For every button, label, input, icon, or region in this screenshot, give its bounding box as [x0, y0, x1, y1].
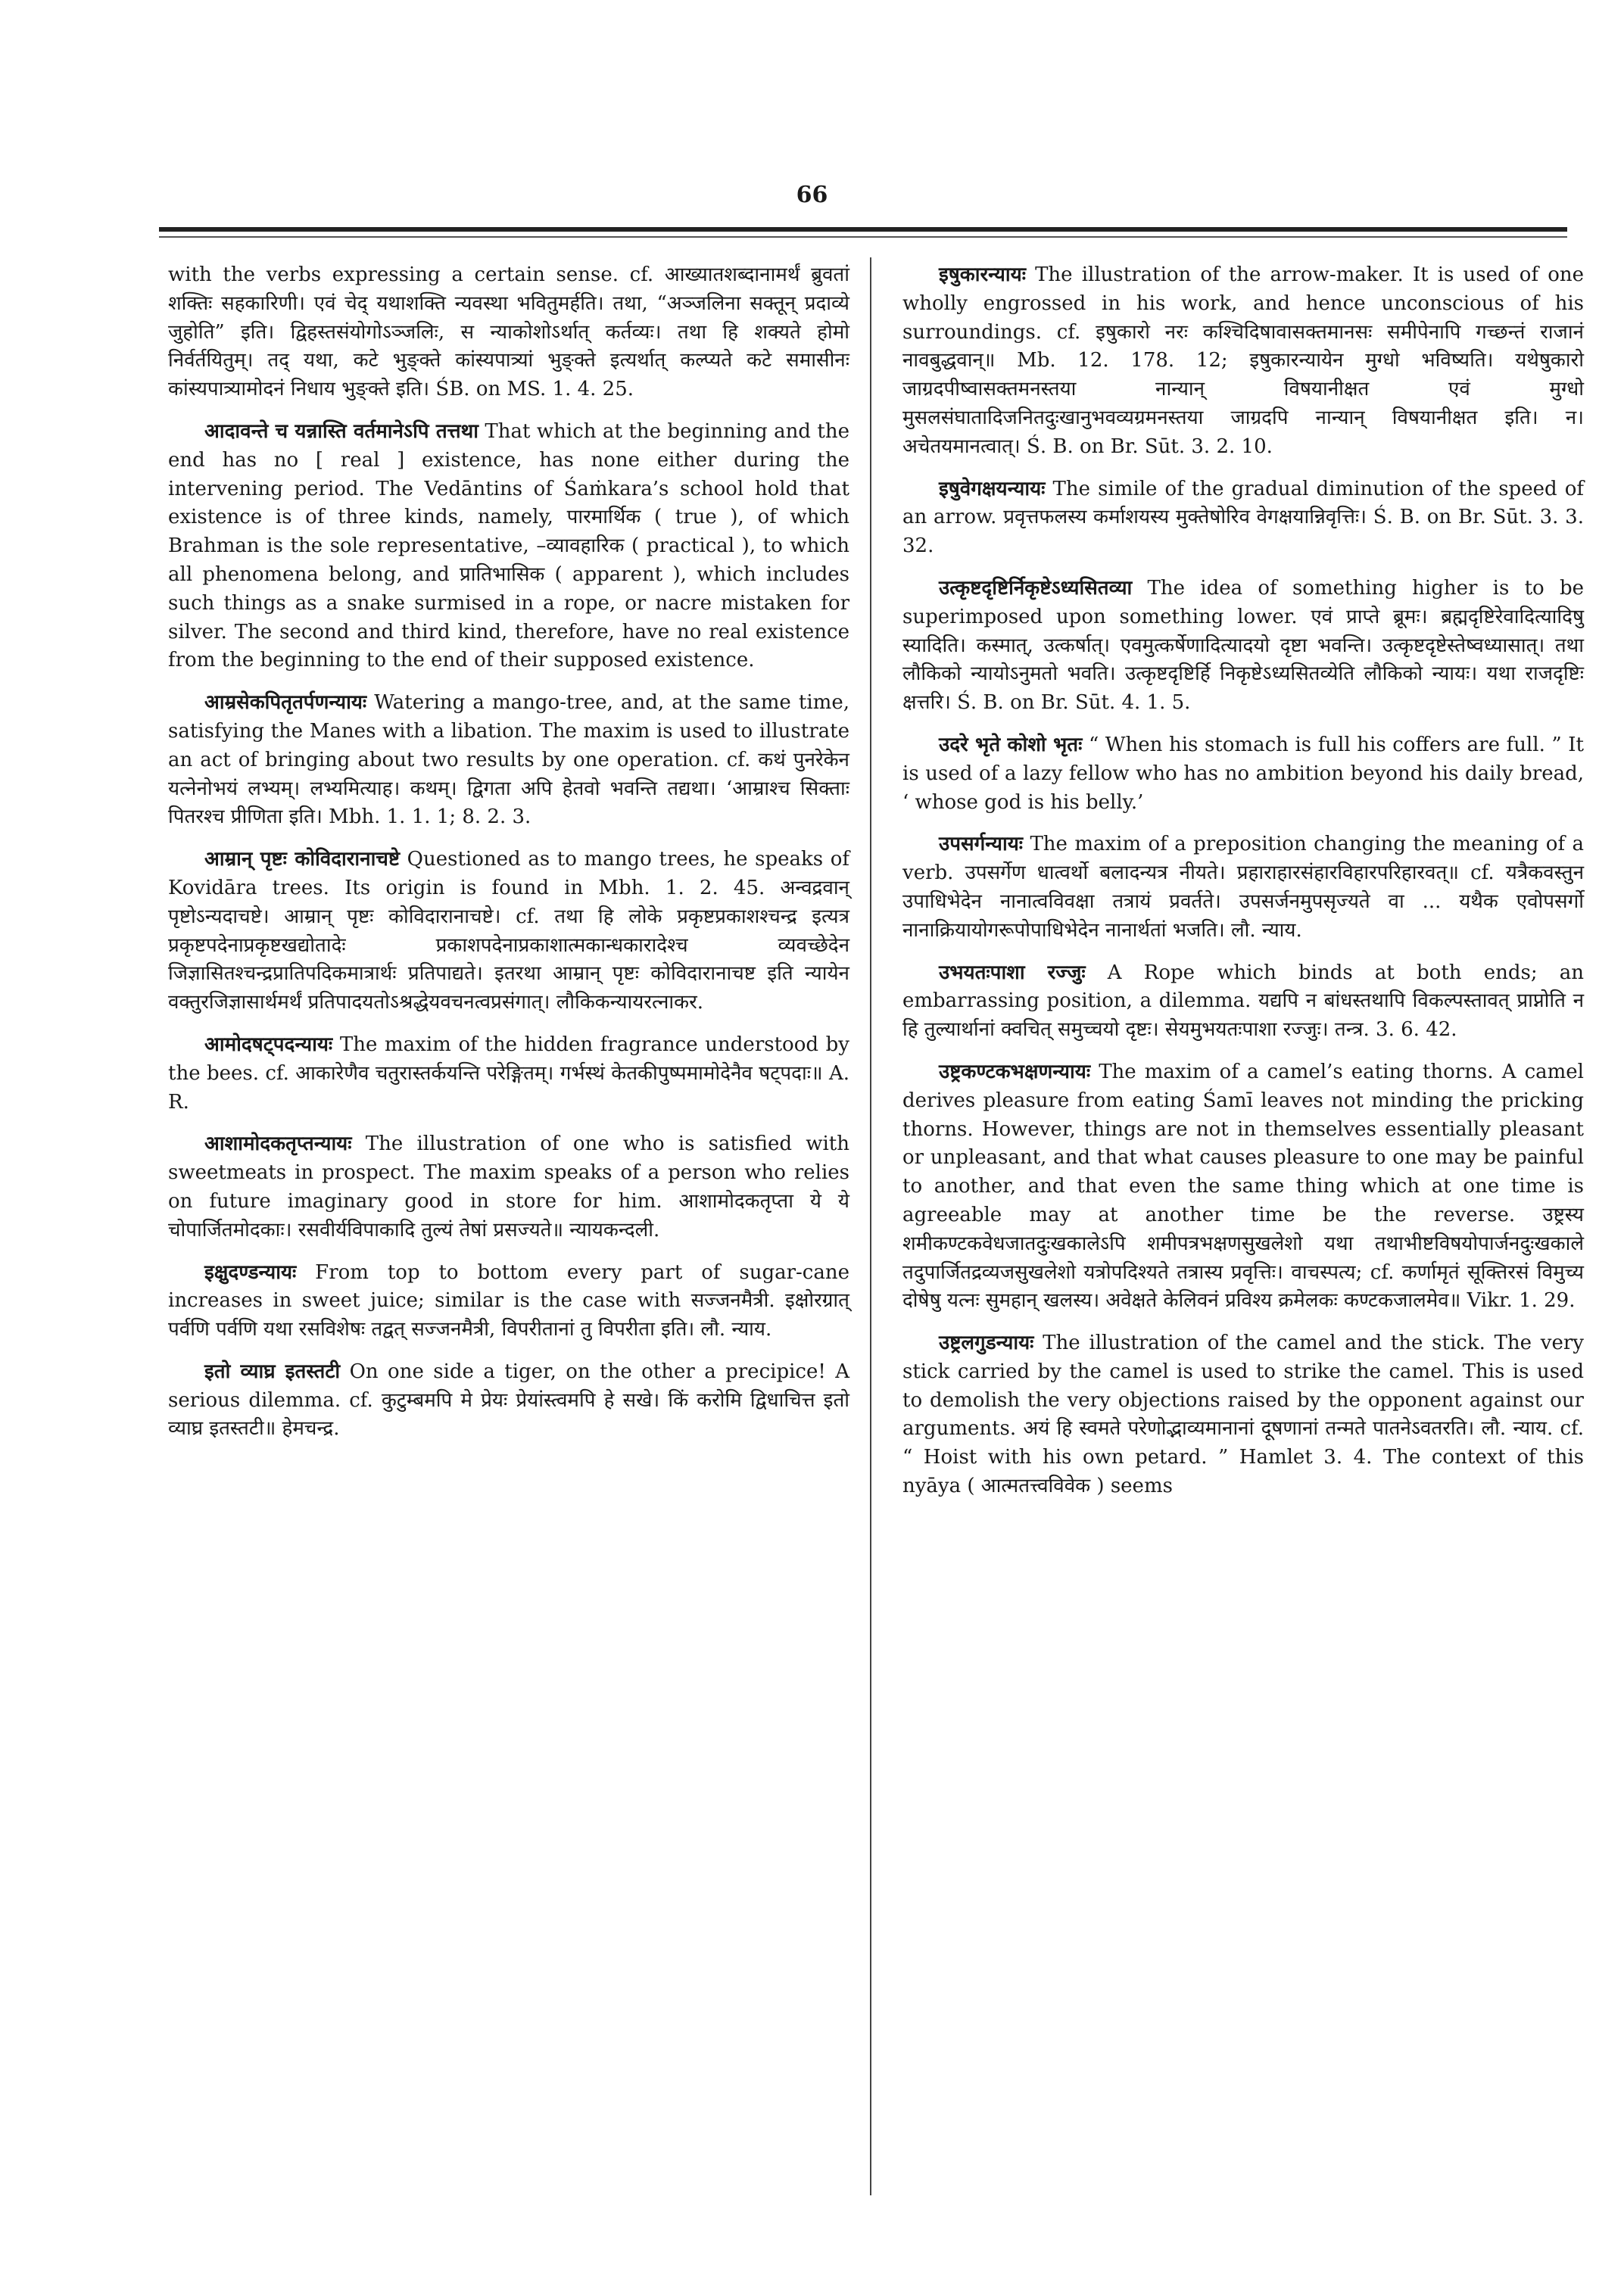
entry-headword: इक्षुदण्डन्यायः	[204, 1260, 297, 1284]
entry-ubhayatahpasha	[902, 959, 1584, 1045]
entry-headword: उपसर्गन्यायः	[939, 833, 1024, 856]
header-rule-thick	[159, 227, 1567, 232]
entry-ushtra-kantaka	[902, 1058, 1584, 1316]
entry-text: Watering a mango-tree, and, at the same time, satisfying the Manes with a libation. The maxim is used to illustrate an act of bringing about two results by one operation. cf. कथं पुनरेकेन यत्नेनोभयं लभ्यम्। लभ्यमित्याह। कथम्। द्विगता अपि हेतवो भवन्ति तद्यथा। ‘आम्राश्च सिक्ताः पितरश्च प्रीणिता इति। Mbh. 1. 1. 1; 8. 2. 3.	[168, 691, 849, 829]
entry-text: The idea of something higher is to be superimposed upon something lower. एवं प्राप्ते ब्रूमः। ब्रह्मदृष्टिरेवादित्यादिषु स्यादिति। कस्मात्, उत्कर्षात्। एवमुत्कर्षेणादित्यादयो दृष्टा भवन्ति। उत्कृष्टदृष्टेस्तेष्वध्यासात्। तथा लौकिको न्यायोऽनुमतो भवति। उत्कृष्टदृष्टिर्हि निकृष्टेऽध्यसितव्येति लौकिको न्यायः। यथा राजदृष्टिः क्षत्तरि। Ś. B. on Br. Sūt. 4. 1. 5.	[902, 576, 1584, 715]
entry-headword: इतो व्याघ्र इतस्तटी	[204, 1360, 341, 1383]
entry-ishukara	[902, 261, 1584, 462]
entry-text: The maxim of a preposition changing the meaning of a verb. उपसर्गेण धात्वर्थो बलादन्यत्र नीयते। प्रहाराहारसंहारविहारपरिहारवत्॥ cf. यत्रैकवस्तुन उपाधिभेदेन नानात्वविवक्षा तत्रायं प्रवर्तते। उपसर्जनमुपसृज्यते वा ... यथैक एवोपसर्गो नानाक्रियायोगरूपोपाधिभेदेन नानार्थतां भजति। लौ. न्याय.	[902, 833, 1584, 942]
entry-headword: आम्रान् पृष्टः कोविदारानाचष्टे	[204, 848, 401, 871]
entry-text: The illustration of one who is satisfied with sweetmeats in prospect. The maxim speaks of a person who relies on future imaginary good in store for him. आशामोदकतृप्ता ये ये चोपार्जितमोदकाः। रसवीर्यविपाकादि तुल्यं तेषां प्रसज्यते॥ न्यायकन्दली.	[168, 1132, 849, 1242]
entry-ikshudanda	[168, 1259, 849, 1344]
entry-ito-vyaghra	[168, 1358, 849, 1444]
left-column	[168, 261, 849, 1457]
entry-headword: इषुवेगक्षयन्यायः	[939, 477, 1046, 500]
entry-text: That which at the beginning and the end has no [ real ] existence, has none either during the intervening period. The Vedāntins of Śaṁkara’s school hold that existence is of three kinds, namely, पारमार्थिक ( true ), of which Brahman is the sole representative, –व्यावहारिक ( practical ), to which all phenomena belong, and प्रातिभासिक ( apparent ), which includes such things as a snake surmised in a rope, or nacre mistaken for silver. The second and third kind, therefore, have no real existence from the beginning to the end of their supposed existence.	[168, 419, 849, 672]
entry-headword: उदरे भृते कोशो भृतः	[939, 733, 1083, 756]
entry-text: The maxim of the hidden fragrance understood by the bees. cf. आकारेणैव चतुरास्तर्कयन्ति परेङ्गितम्। गर्भस्थं केतकीपुष्पमामोदेनैव षट्पदाः॥ A. R.	[168, 1033, 849, 1114]
entry-headword: आमोदषट्पदन्यायः	[204, 1033, 333, 1056]
entry-headword: उष्ट्रकण्टकभक्षणन्यायः	[939, 1060, 1091, 1083]
entry-ishuvega	[902, 475, 1584, 561]
entry-headword: आशामोदकतृप्तन्यायः	[204, 1132, 352, 1156]
entry-headword: उत्कृष्टदृष्टिर्निकृष्टेऽध्यसितव्या	[939, 576, 1133, 600]
entry-text: “ When his stomach is full his coffers are full. ” It is used of a lazy fellow who has no ambition beyond his daily bread, ‘ whose god is his belly.’	[902, 733, 1584, 814]
entry-text: The illustration of the arrow-maker. It is used of one wholly engrossed in his work, and hence unconscious of his surroundings. cf. इषुकारो नरः कश्चिदिषावासक्तमानसः समीपेनापि गच्छन्तं राजानं नावबुद्धवान्॥ Mb. 12. 178. 12; इषुकारन्यायेन मुग्धो भविष्यति। यथेषुकारो जाग्रदपीष्वासक्तमनस्तया नान्यान् विषयानीक्षत एवं मुग्धो मुसलसंघातादिजनितदुःखानुभवव्यग्रमनस्तया जाग्रदपि नान्यान् विषयानीक्षत इति। न। अचेतयमानत्वात्। Ś. B. on Br. Sūt. 3. 2. 10.	[902, 263, 1584, 458]
entry-utkrishta-drishti	[902, 575, 1584, 718]
entry-udare-bhrite	[902, 731, 1584, 817]
entry-text: The simile of the gradual diminution of the speed of an arrow. प्रवृत्तफलस्य कर्माशयस्य मुक्तेषोरिव वेगक्षयान्निवृत्तिः। Ś. B. on Br. Sūt. 3. 3. 32.	[902, 477, 1584, 558]
entry-headword: उष्ट्रलगुडन्यायः	[939, 1332, 1034, 1355]
entry-ushtra-laguda	[902, 1329, 1584, 1501]
entry-ashamodaka	[168, 1130, 849, 1245]
entry-adavante	[168, 418, 849, 675]
right-column	[902, 261, 1584, 1515]
entry-headword: आम्रसेकपितृतर्पणन्यायः	[204, 691, 367, 715]
entry-continuation	[168, 261, 849, 404]
entry-headword: आदावन्ते च यन्नास्ति वर्तमानेऽपि तत्तथा	[204, 419, 478, 443]
column-divider	[870, 257, 871, 2195]
entry-text: The maxim of a camel’s eating thorns. A camel derives pleasure from eating Śamī leaves not minding the pricking thorns. However, things are not in themselves essentially pleasant or unpleasant, and that what causes pleasure to one may be painful to another, and that even the same thing which at one time is agreeable may at another time be the reverse. उष्ट्रस्य शमीकण्टकवेधजातदुःखकालेऽपि शमीपत्रभक्षणसुखलेशो यथा तथाभीष्टविषयोपार्जनदुःखकाले तदुपार्जितद्रव्यजसुखलेशो यत्रोपदिश्यते तत्रास्य प्रवृत्तिः। वाचस्पत्य; cf. कर्णामृतं सूक्तिरसं विमुच्य दोषेषु यत्नः सुमहान् खलस्य। अवेक्षते केलिवनं प्रविश्य क्रमेलकः कण्टकजालमेव॥ Vikr. 1. 29.	[902, 1060, 1584, 1313]
entry-headword: उभयतःपाशा रज्जुः	[939, 961, 1086, 984]
entry-amran-prishtah	[168, 846, 849, 1017]
entry-amoda-shatpada	[168, 1031, 849, 1117]
entry-headword: इषुकारन्यायः	[939, 263, 1026, 286]
entry-text: The illustration of the camel and the stick. The very stick carried by the camel is used to strike the camel. This is used to demolish the very objections raised by the opponent against our arguments. अयं हि स्वमते परेणोद्भाव्यमानानां दूषणानां तन्मते पातनेऽवतरति। लौ. न्याय. cf. “ Hoist with his own petard. ” Hamlet 3. 4. The context of this nyāya ( आत्मतत्त्वविवेक ) seems	[902, 1332, 1584, 1498]
page-number: 66	[796, 182, 828, 208]
entry-text: A Rope which binds at both ends; an embarrassing position, a dilemma. यद्यपि न बांधस्तथापि विकल्पस्तावत् प्राप्नोति न हि तुल्यार्थानां क्वचित् समुच्चयो दृष्टः। सेयमुभयतःपाशा रज्जुः। तन्त्र. 3. 6. 42.	[902, 961, 1585, 1042]
entry-text: Questioned as to mango trees, he speaks of Kovidāra trees. Its origin is found in Mbh. 1. 2. 45. अन्वद्रवान् पृष्टोऽन्यदाचष्टे। आम्रान् पृष्टः कोविदारानाचष्टे। cf. तथा हि लोके प्रकृष्टप्रकाशश्चन्द्र इत्यत्र प्रकृष्टपदेनाप्रकृष्टखद्योतादेः प्रकाशपदेनाप्रकाशात्मकान्धकारादेश्च व्यवच्छेदेन जिज्ञासितश्चन्द्रप्रातिपदिकमात्रार्थः प्रतिपाद्यते। इतरथा आम्रान् पृष्टः कोविदारानाचष्ट इति न्यायेन वक्तुरजिज्ञासार्थमर्थं प्रतिपादयतोऽश्रद्धेयवचनत्वप्रसंगात्। लौकिकन्यायरत्नाकर.	[168, 848, 849, 1014]
entry-upasarga	[902, 830, 1584, 945]
entry-text: with the verbs expressing a certain sense. cf. आख्यातशब्दानामर्थं ब्रुवतां शक्तिः सहकारिणी। एवं चेद् यथाशक्ति न्यवस्था भवितुमर्हति। तथा, “अञ्जलिना सक्तून् प्रदाव्ये जुहोति” इति। द्विहस्तसंयोगोऽञ्जलिः, स न्याकोशोऽर्थात् कर्तव्यः। तथा हि शक्यते होमो निर्वर्तयितुम्। तद् यथा, कटे भुङ्क्ते कांस्यपात्र्यां भुङ्क्ते इत्यर्थात् कल्प्यते कटे समासीनः कांस्यपात्र्यामोदनं निधाय भुङ्क्ते इति। ŚB. on MS. 1. 4. 25.	[168, 263, 849, 401]
entry-text: From top to bottom every part of sugar-cane increases in sweet juice; similar is the case with सज्जनमैत्री. इक्षोरग्रात् पर्वणि पर्वणि यथा रसविशेषः तद्वत् सज्जनमैत्री, विपरीतानां तु विपरीता इति। लौ. न्याय.	[168, 1260, 849, 1341]
header-rule-thin	[159, 236, 1567, 238]
entry-amraseka	[168, 689, 849, 832]
entry-text: On one side a tiger, on the other a precipice! A serious dilemma. cf. कुटुम्बमपि मे प्रेयः प्रेयांस्त्वमपि हे सखे। किं करोमि द्विधाचित्त इतो व्याघ्र इतस्तटी॥ हेमचन्द्र.	[168, 1360, 849, 1441]
